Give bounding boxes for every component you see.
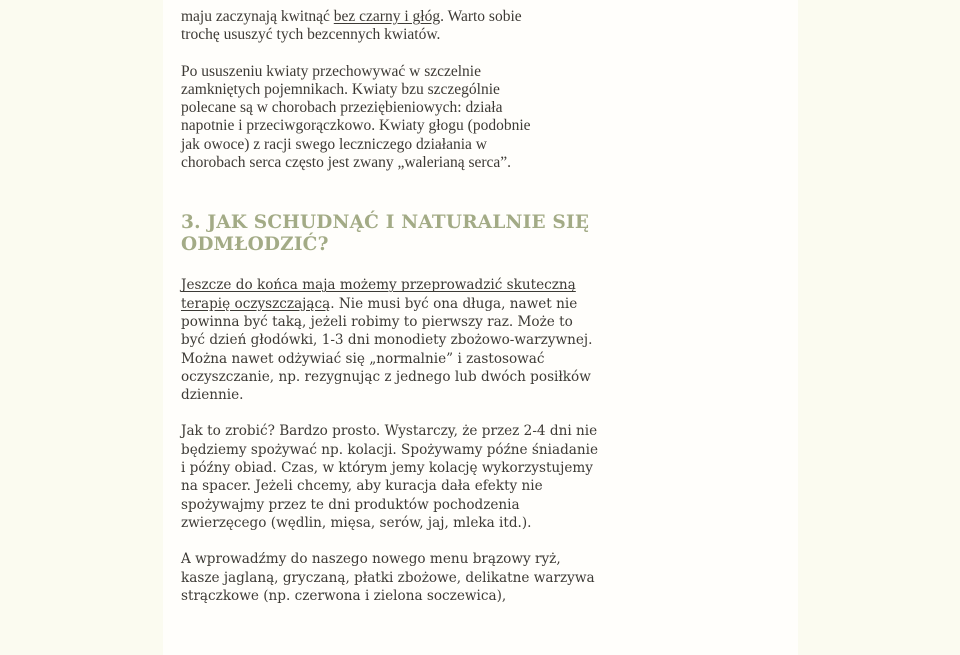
paragraph-new-menu: A wprowadźmy do naszego nowego menu brązowy ryż, kasze jaglaną, gryczaną, płatki zbożowe, delikatne warzywa strączkowe (np. czerwona i zielona soczewica), — [181, 551, 595, 604]
article-page — [163, 0, 798, 655]
paragraph-intro — [181, 8, 541, 45]
paragraph-storage: Po ususzeniu kwiaty przechowywać w szczelnie zamkniętych pojemnikach. Kwiaty bzu szczególnie polecane są w chorobach przeziębieniowych: działa napotnie i przeciwgorączkowo. Kwiaty głogu (podobnie jak owoce) z racji swego leczniczego działania w chorobach serca często jest zwany „walerianą serca”. — [181, 62, 531, 172]
paragraph-cleansing-text: . Nie musi być ona długa, nawet nie powinna być taką, jeżeli robimy to pierwszy raz. Może to być dzień głodówki, 1-3 dni monodiety zbożowo-warzywnej. Można nawet odżywiać się „normalnie” i zastosować oczyszczanie, np. rezygnując z jednego lub dwóch posiłków dziennie. — [181, 295, 593, 404]
section-heading: 3. JAK SCHUDNĄĆ I NATURALNIE SIĘ ODMŁODZIĆ? — [181, 212, 590, 256]
paragraph-cleansing — [181, 276, 601, 404]
link-terapia-oczyszczajaca[interactable]: Jeszcze do końca maja możemy przeprowadzić skuteczną terapię oczyszczającą — [181, 277, 576, 312]
paragraph-intro-text-before: maju zaczynają kwitnąć — [181, 8, 334, 25]
paragraph-intro-text-after: . Warto sobie trochę ususzyć tych bezcennych kwiatów. — [181, 8, 522, 44]
link-bez-czarny-i-glog[interactable]: bez czarny i głóg — [333, 8, 441, 25]
paragraph-how-to: Jak to zrobić? Bardzo prosto. Wystarczy, że przez 2-4 dni nie będziemy spożywać np. kolacji. Spożywamy późne śniadanie i późny obiad. Czas, w którym jemy kolację wykorzystujemy na spacer. Jeżeli chcemy, aby kuracja dała efekty nie spożywajmy przez te dni produktów pochodzenia zwierzęcego (wędlin, mięsa, serów, jaj, mleka itd.). — [181, 423, 599, 531]
article-content — [181, 8, 601, 605]
